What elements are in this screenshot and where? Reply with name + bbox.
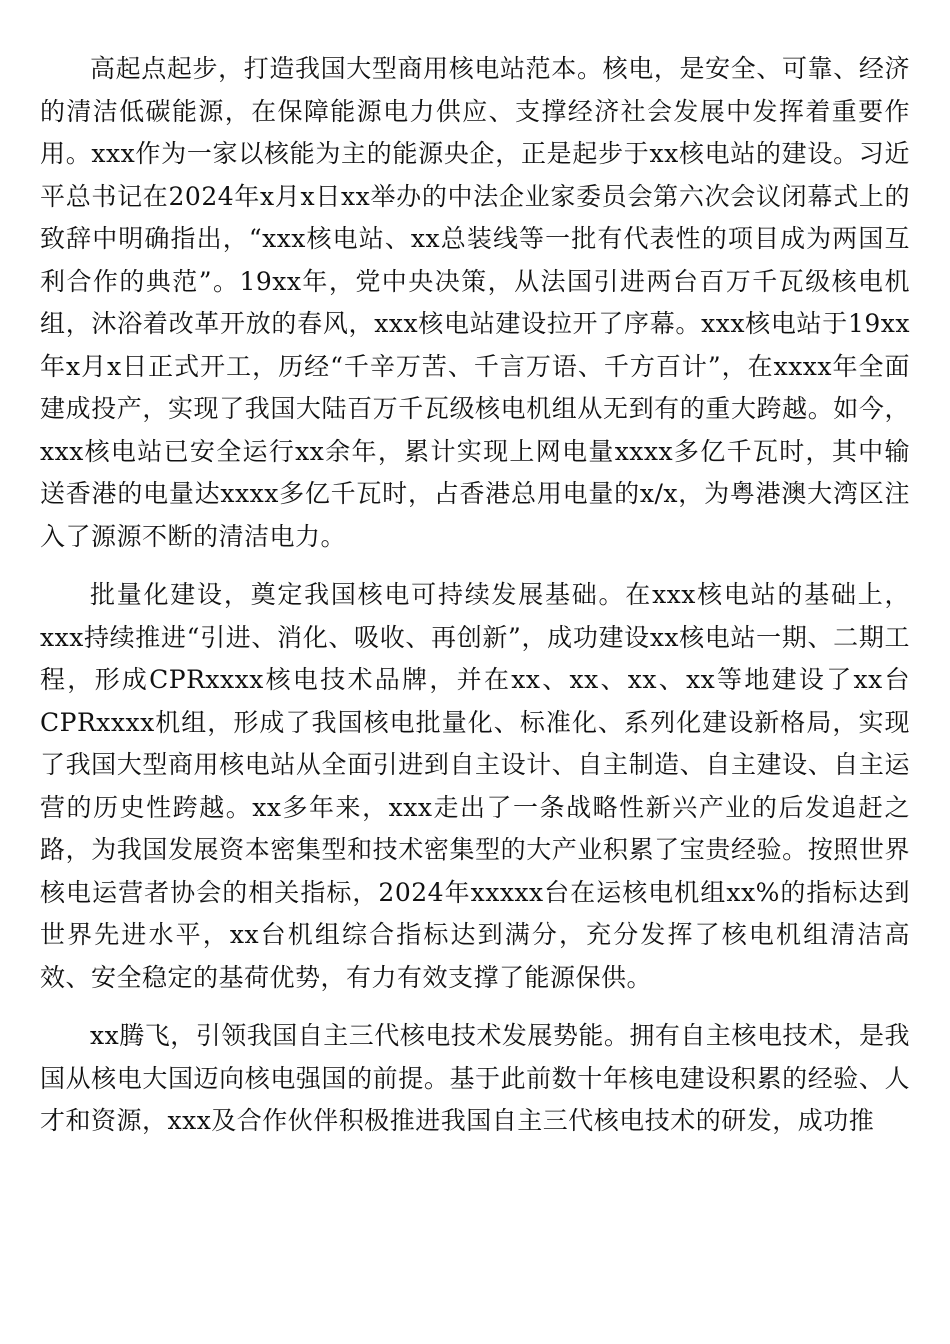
document-body: [40, 48, 910, 1143]
paragraph-2: 批量化建设，奠定我国核电可持续发展基础。在xxx核电站的基础上，xxx持续推进“引进、消化、吸收、再创新”，成功建设xx核电站一期、二期工程，形成CPRxxxx核电技术品牌，并在xx、xx、xx、xx等地建设了xx台CPRxxxx机组，形成了我国核电批量化、标准化、系列化建设新格局，实现了我国大型商用核电站从全面引进到自主设计、自主制造、自主建设、自主运营的历史性跨越。xx多年来，xxx走出了一条战略性新兴产业的后发追赶之路，为我国发展资本密集型和技术密集型的大产业积累了宝贵经验。按照世界核电运营者协会的相关指标，2024年xxxxx台在运核电机组xx%的指标达到世界先进水平，xx台机组综合指标达到满分，充分发挥了核电机组清洁高效、安全稳定的基荷优势，有力有效支撑了能源保供。: [40, 580, 910, 992]
paragraph-1: 高起点起步，打造我国大型商用核电站范本。核电，是安全、可靠、经济的清洁低碳能源，在保障能源电力供应、支撑经济社会发展中发挥着重要作用。xxx作为一家以核能为主的能源央企，正是起步于xx核电站的建设。习近平总书记在2024年x月x日xx举办的中法企业家委员会第六次会议闭幕式上的致辞中明确指出，“xxx核电站、xx总装线等一批有代表性的项目成为两国互利合作的典范”。19xx年，党中央决策，从法国引进两台百万千瓦级核电机组，沐浴着改革开放的春风，xxx核电站建设拉开了序幕。xxx核电站于19xx年x月x日正式开工，历经“千辛万苦、千言万语、千方百计”，在xxxx年全面建成投产，实现了我国大陆百万千瓦级核电机组从无到有的重大跨越。如今，xxx核电站已安全运行xx余年，累计实现上网电量xxxx多亿千瓦时，其中输送香港的电量达xxxx多亿千瓦时，占香港总用电量的x/x，为粤港澳大湾区注入了源源不断的清洁电力。: [40, 54, 910, 551]
paragraph-3: xx腾飞，引领我国自主三代核电技术发展势能。拥有自主核电技术，是我国从核电大国迈向核电强国的前提。基于此前数十年核电建设积累的经验、人才和资源，xxx及合作伙伴积极推进我国自主三代核电技术的研发，成功推: [40, 1021, 910, 1135]
